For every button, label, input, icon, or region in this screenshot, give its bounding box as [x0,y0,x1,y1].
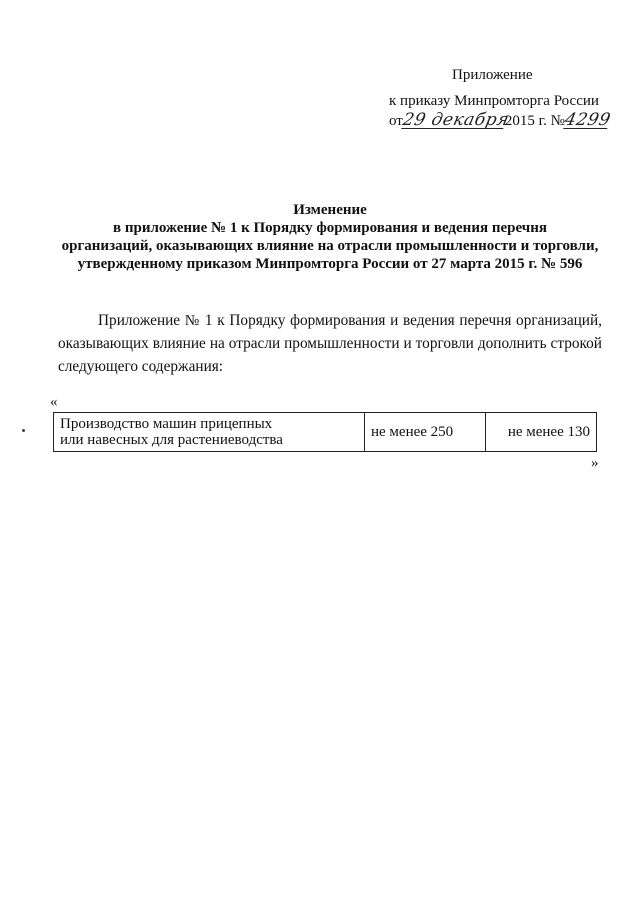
opening-quote: « [50,394,58,410]
appendix-label: Приложение [452,67,533,83]
activity-cell [54,413,365,452]
document-title [60,201,600,273]
order-reference: к приказу Минпромторга России [389,93,599,109]
margin-dot [22,429,25,432]
title-line-4: утвержденному приказом Минпромторга России от 27 марта 2015 г. № 596 [77,256,583,272]
title-line-1: Изменение [293,202,367,218]
criterion-1-cell: не менее 250 [365,413,486,452]
handwritten-date: 29 декабря [400,110,511,130]
date-year: 2015 г. № [504,113,565,129]
body-paragraph-text: Приложение № 1 к Порядку формирования и ведения перечня организаций, оказывающих влияние на отрасли промышленности и торговли дополнить строкой следующего содержания: [58,312,602,375]
criterion-2-cell: не менее 130 [486,413,597,452]
activity-line-2: или навесных для растениеводства [60,432,283,448]
body-paragraph [58,309,602,378]
title-line-2: в приложение № 1 к Порядку формирования и ведения перечня [113,220,547,236]
closing-quote: » [591,455,599,471]
order-date-line [389,110,613,130]
title-line-3: организаций, оказывающих влияние на отрасли промышленности и торговли, [61,238,599,254]
handwritten-number: 4299 [562,110,613,130]
entry-table [53,412,597,452]
activity-line-1: Производство машин прицепных [60,416,273,432]
date-prefix: от [389,113,403,129]
table-row [54,413,597,452]
